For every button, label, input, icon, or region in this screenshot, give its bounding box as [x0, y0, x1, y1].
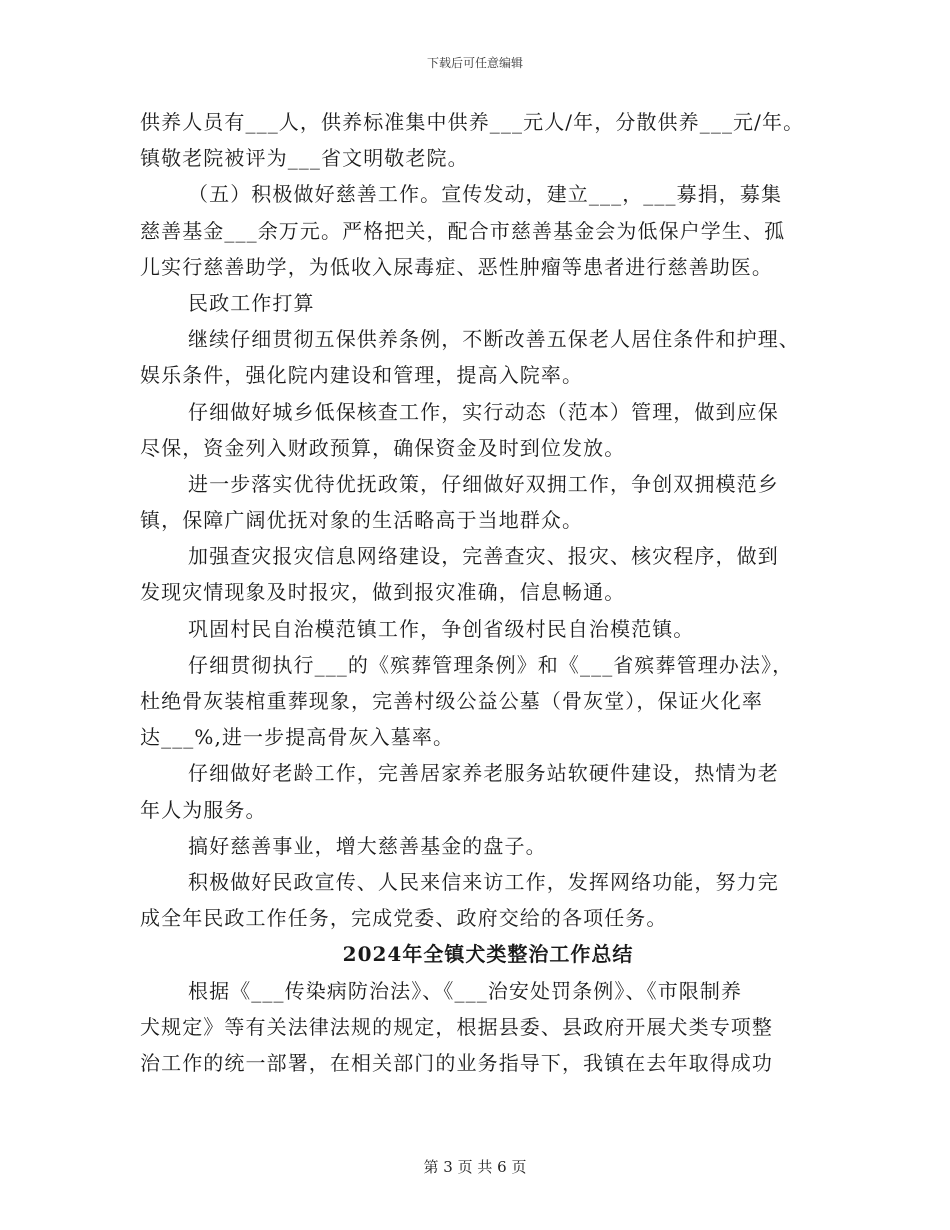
paragraph-line: 积极做好民政宣传、人民来信来访工作，发挥网络功能，努力完: [188, 869, 779, 894]
paragraph-line: 供养人员有___人，供养标准集中供养___元人/年，分散供养___元/年。: [140, 110, 805, 134]
paragraph-line: 治工作的统一部署，在相关部门的业务指导下，我镇在去年取得成功: [140, 1050, 773, 1075]
paragraph-line: 成全年民政工作任务，完成党委、政府交给的各项任务。: [140, 906, 668, 931]
paragraph-line: 年人为服务。: [140, 797, 267, 822]
paragraph-line: 犬规定》等有关法律法规的规定，根据县委、县政府开展犬类专项整: [140, 1014, 773, 1039]
paragraph-line: 尽保，资金列入财政预算，确保资金及时到位发放。: [140, 435, 626, 460]
paragraph-line: 杜绝骨灰装棺重葬现象，完善村级公益公墓（骨灰堂），保证火化率: [140, 689, 763, 713]
paragraph-line: 仔细做好城乡低保核查工作，实行动态（范本）管理，做到应保: [188, 399, 779, 424]
paragraph-line: 镇，保障广阔优抚对象的生活略高于当地群众。: [140, 508, 584, 533]
paragraph-line: 娱乐条件，强化院内建设和管理，提高入院率。: [140, 363, 584, 388]
document-heading: 2024年全镇犬类整治工作总结: [342, 942, 634, 967]
paragraph-line: （五）积极做好慈善工作。宣传发动，建立___，___募捐，募集: [188, 182, 783, 207]
page-header-note: 下载后可任意编辑: [426, 56, 523, 70]
paragraph-line: 加强查灾报灾信息网络建设，完善查灾、报灾、核灾程序，做到: [188, 544, 779, 569]
paragraph-line: 继续仔细贯彻五保供养条例，不断改善五保老人居住条件和护理、: [188, 327, 800, 352]
paragraph-line: 仔细做好老龄工作，完善居家养老服务站软硬件建设，热情为老: [188, 761, 779, 786]
paragraph-line: 搞好慈善事业，增大慈善基金的盘子。: [188, 833, 547, 858]
paragraph-line: 根据《___传染病防治法》、《___治安处罚条例》、《市限制养: [188, 978, 743, 1003]
paragraph-line: 镇敬老院被评为___省文明敬老院。: [140, 146, 469, 171]
paragraph-line: 儿实行慈善助学，为低收入尿毒症、恶性肿瘤等患者进行慈善助医。: [140, 254, 773, 279]
document-body: [140, 104, 816, 1081]
paragraph-line: 达___%,进一步提高骨灰入墓率。: [140, 725, 455, 750]
paragraph-line: 慈善基金___余万元。严格把关，配合市慈善基金会为低保户学生、孤: [140, 218, 786, 243]
paragraph-line: 巩固村民自治模范镇工作，争创省级村民自治模范镇。: [188, 616, 695, 641]
section-title-line: 民政工作打算: [188, 290, 315, 315]
paragraph-line: 仔细贯彻执行___的《殡葬管理条例》和《___省殡葬管理办法》，: [188, 652, 794, 677]
paragraph-line: 发现灾情现象及时报灾，做到报灾准确，信息畅通。: [140, 580, 626, 605]
paragraph-line: 进一步落实优待优抚政策，仔细做好双拥工作，争创双拥模范乡: [188, 471, 779, 496]
page-number-footer: 第 3 页 共 6 页: [423, 1158, 527, 1176]
